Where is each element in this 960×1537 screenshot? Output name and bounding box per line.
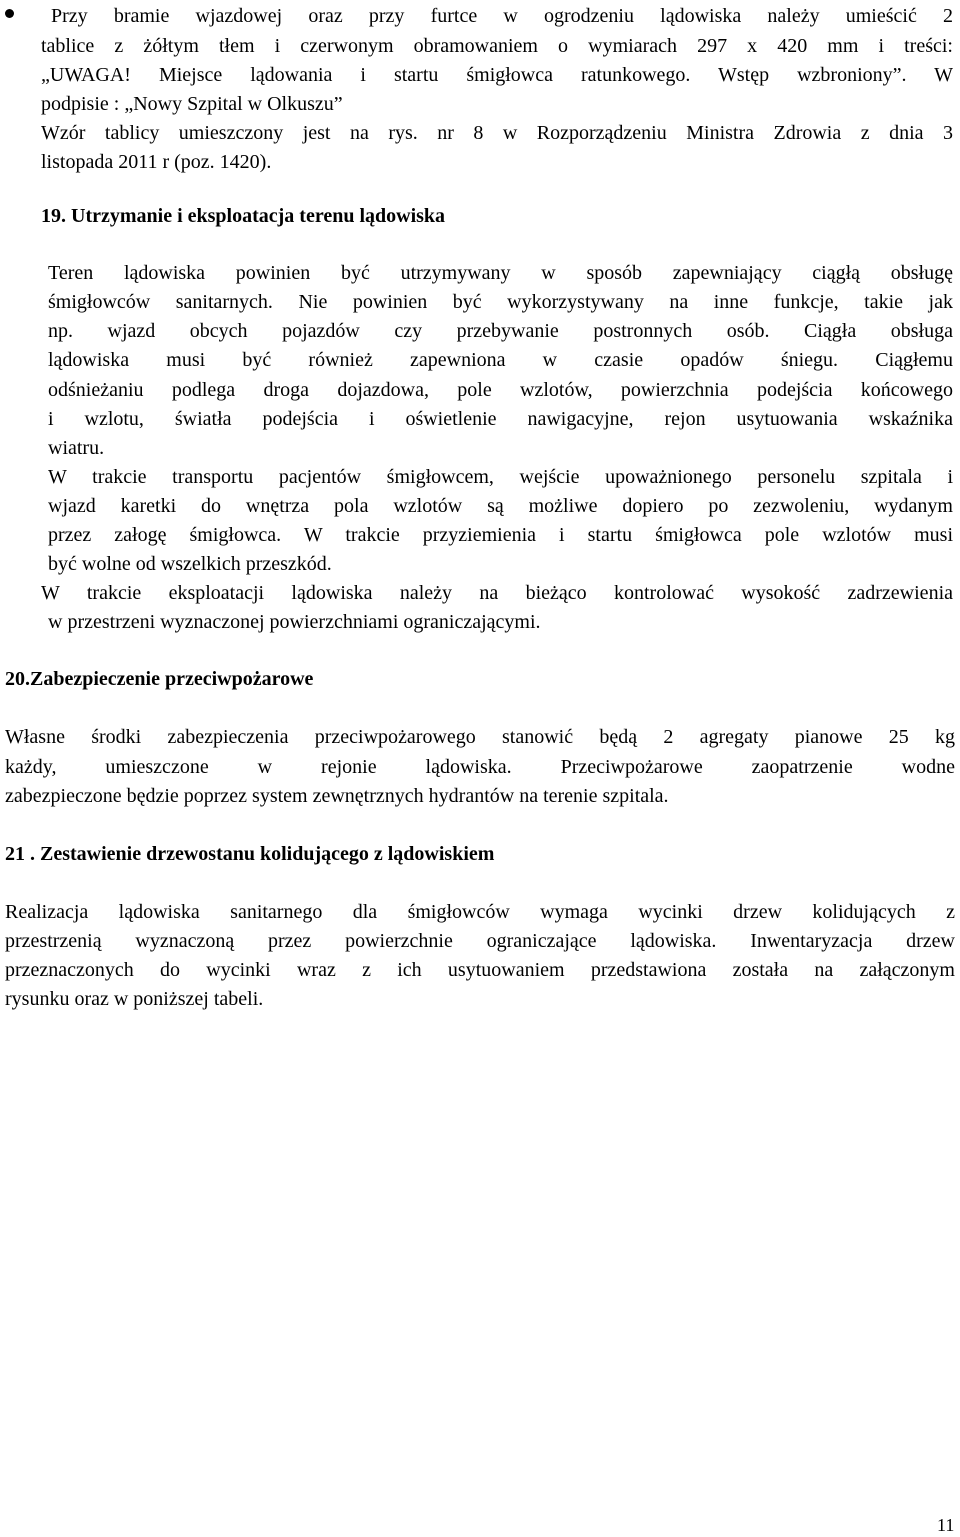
paragraph-line: W trakcie transportu pacjentów śmigłowcem, wejście upoważnionego personelu szpitala i xyxy=(48,466,953,488)
paragraph-line: wjazd karetki do wnętrza pola wzlotów są możliwe dopiero po zezwoleniu, wydanym xyxy=(48,495,953,517)
section-heading: 19. Utrzymanie i eksploatacja terenu lądowiska xyxy=(41,205,446,227)
paragraph-line: przestrzenią wyznaczoną przez powierzchnie ograniczające lądowiska. Inwentaryzacja drzew xyxy=(5,930,955,952)
paragraph-line: rysunku oraz w poniższej tabeli. xyxy=(5,988,264,1010)
bullet-line: „UWAGA! Miejsce lądowania i startu śmigłowca ratunkowego. Wstęp wzbroniony”. W xyxy=(41,64,953,86)
paragraph-line: zabezpieczone będzie poprzez system zewnętrznych hydrantów na terenie szpitala. xyxy=(5,785,669,807)
paragraph-line: odśnieżaniu podlega droga dojazdowa, pole wzlotów, powierzchnia podejścia końcowego xyxy=(48,379,953,401)
page-number: 11 xyxy=(937,1515,955,1535)
bullet-line: tablice z żółtym tłem i czerwonym obramowaniem o wymiarach 297 x 420 mm i treści: xyxy=(41,35,953,57)
bullet-icon xyxy=(5,9,14,18)
bullet-line: podpisie : „Nowy Szpital w Olkuszu” xyxy=(41,93,343,115)
bullet-line: Przy bramie wjazdowej oraz przy furtce w ogrodzeniu lądowiska należy umieścić 2 xyxy=(51,5,953,27)
section-heading: 20.Zabezpieczenie przeciwpożarowe xyxy=(5,668,314,690)
paragraph-line: Teren lądowiska powinien być utrzymywany w sposób zapewniający ciągłą obsługę xyxy=(48,262,953,284)
paragraph-line: W trakcie eksploatacji lądowiska należy na bieżąco kontrolować wysokość zadrzewienia xyxy=(41,582,953,604)
paragraph-line: i wzlotu, światła podejścia i oświetlenie nawigacyjne, rejon usytuowania wskaźnika xyxy=(48,408,953,430)
paragraph-line: np. wjazd obcych pojazdów czy przebywanie postronnych osób. Ciągła obsługa xyxy=(48,320,953,342)
bullet-line: listopada 2011 r (poz. 1420). xyxy=(41,151,272,173)
paragraph-line: Realizacja lądowiska sanitarnego dla śmigłowców wymaga wycinki drzew kolidujących z xyxy=(5,901,955,923)
paragraph-line: przez załogę śmigłowca. W trakcie przyziemienia i startu śmigłowca pole wzlotów musi xyxy=(48,524,953,546)
paragraph-line: śmigłowców sanitarnych. Nie powinien być wykorzystywany na inne funkcje, takie jak xyxy=(48,291,953,313)
paragraph-line: być wolne od wszelkich przeszkód. xyxy=(48,553,332,575)
paragraph-line: przeznaczonych do wycinki wraz z ich usytuowaniem przedstawiona została na załączonym xyxy=(5,959,955,981)
paragraph-line: każdy, umieszczone w rejonie lądowiska. Przeciwpożarowe zaopatrzenie wodne xyxy=(5,756,955,778)
paragraph-line: w przestrzeni wyznaczonej powierzchniami ograniczającymi. xyxy=(48,611,541,633)
paragraph-line: Własne środki zabezpieczenia przeciwpożarowego stanowić będą 2 agregaty pianowe 25 kg xyxy=(5,726,955,748)
bullet-line: Wzór tablicy umieszczony jest na rys. nr 8 w Rozporządzeniu Ministra Zdrowia z dnia 3 xyxy=(41,122,953,144)
paragraph-line: wiatru. xyxy=(48,437,105,459)
section-heading: 21 . Zestawienie drzewostanu kolidującego z lądowiskiem xyxy=(5,843,495,865)
paragraph-line: lądowiska musi być również zapewniona w czasie opadów śniegu. Ciągłemu xyxy=(48,349,953,371)
